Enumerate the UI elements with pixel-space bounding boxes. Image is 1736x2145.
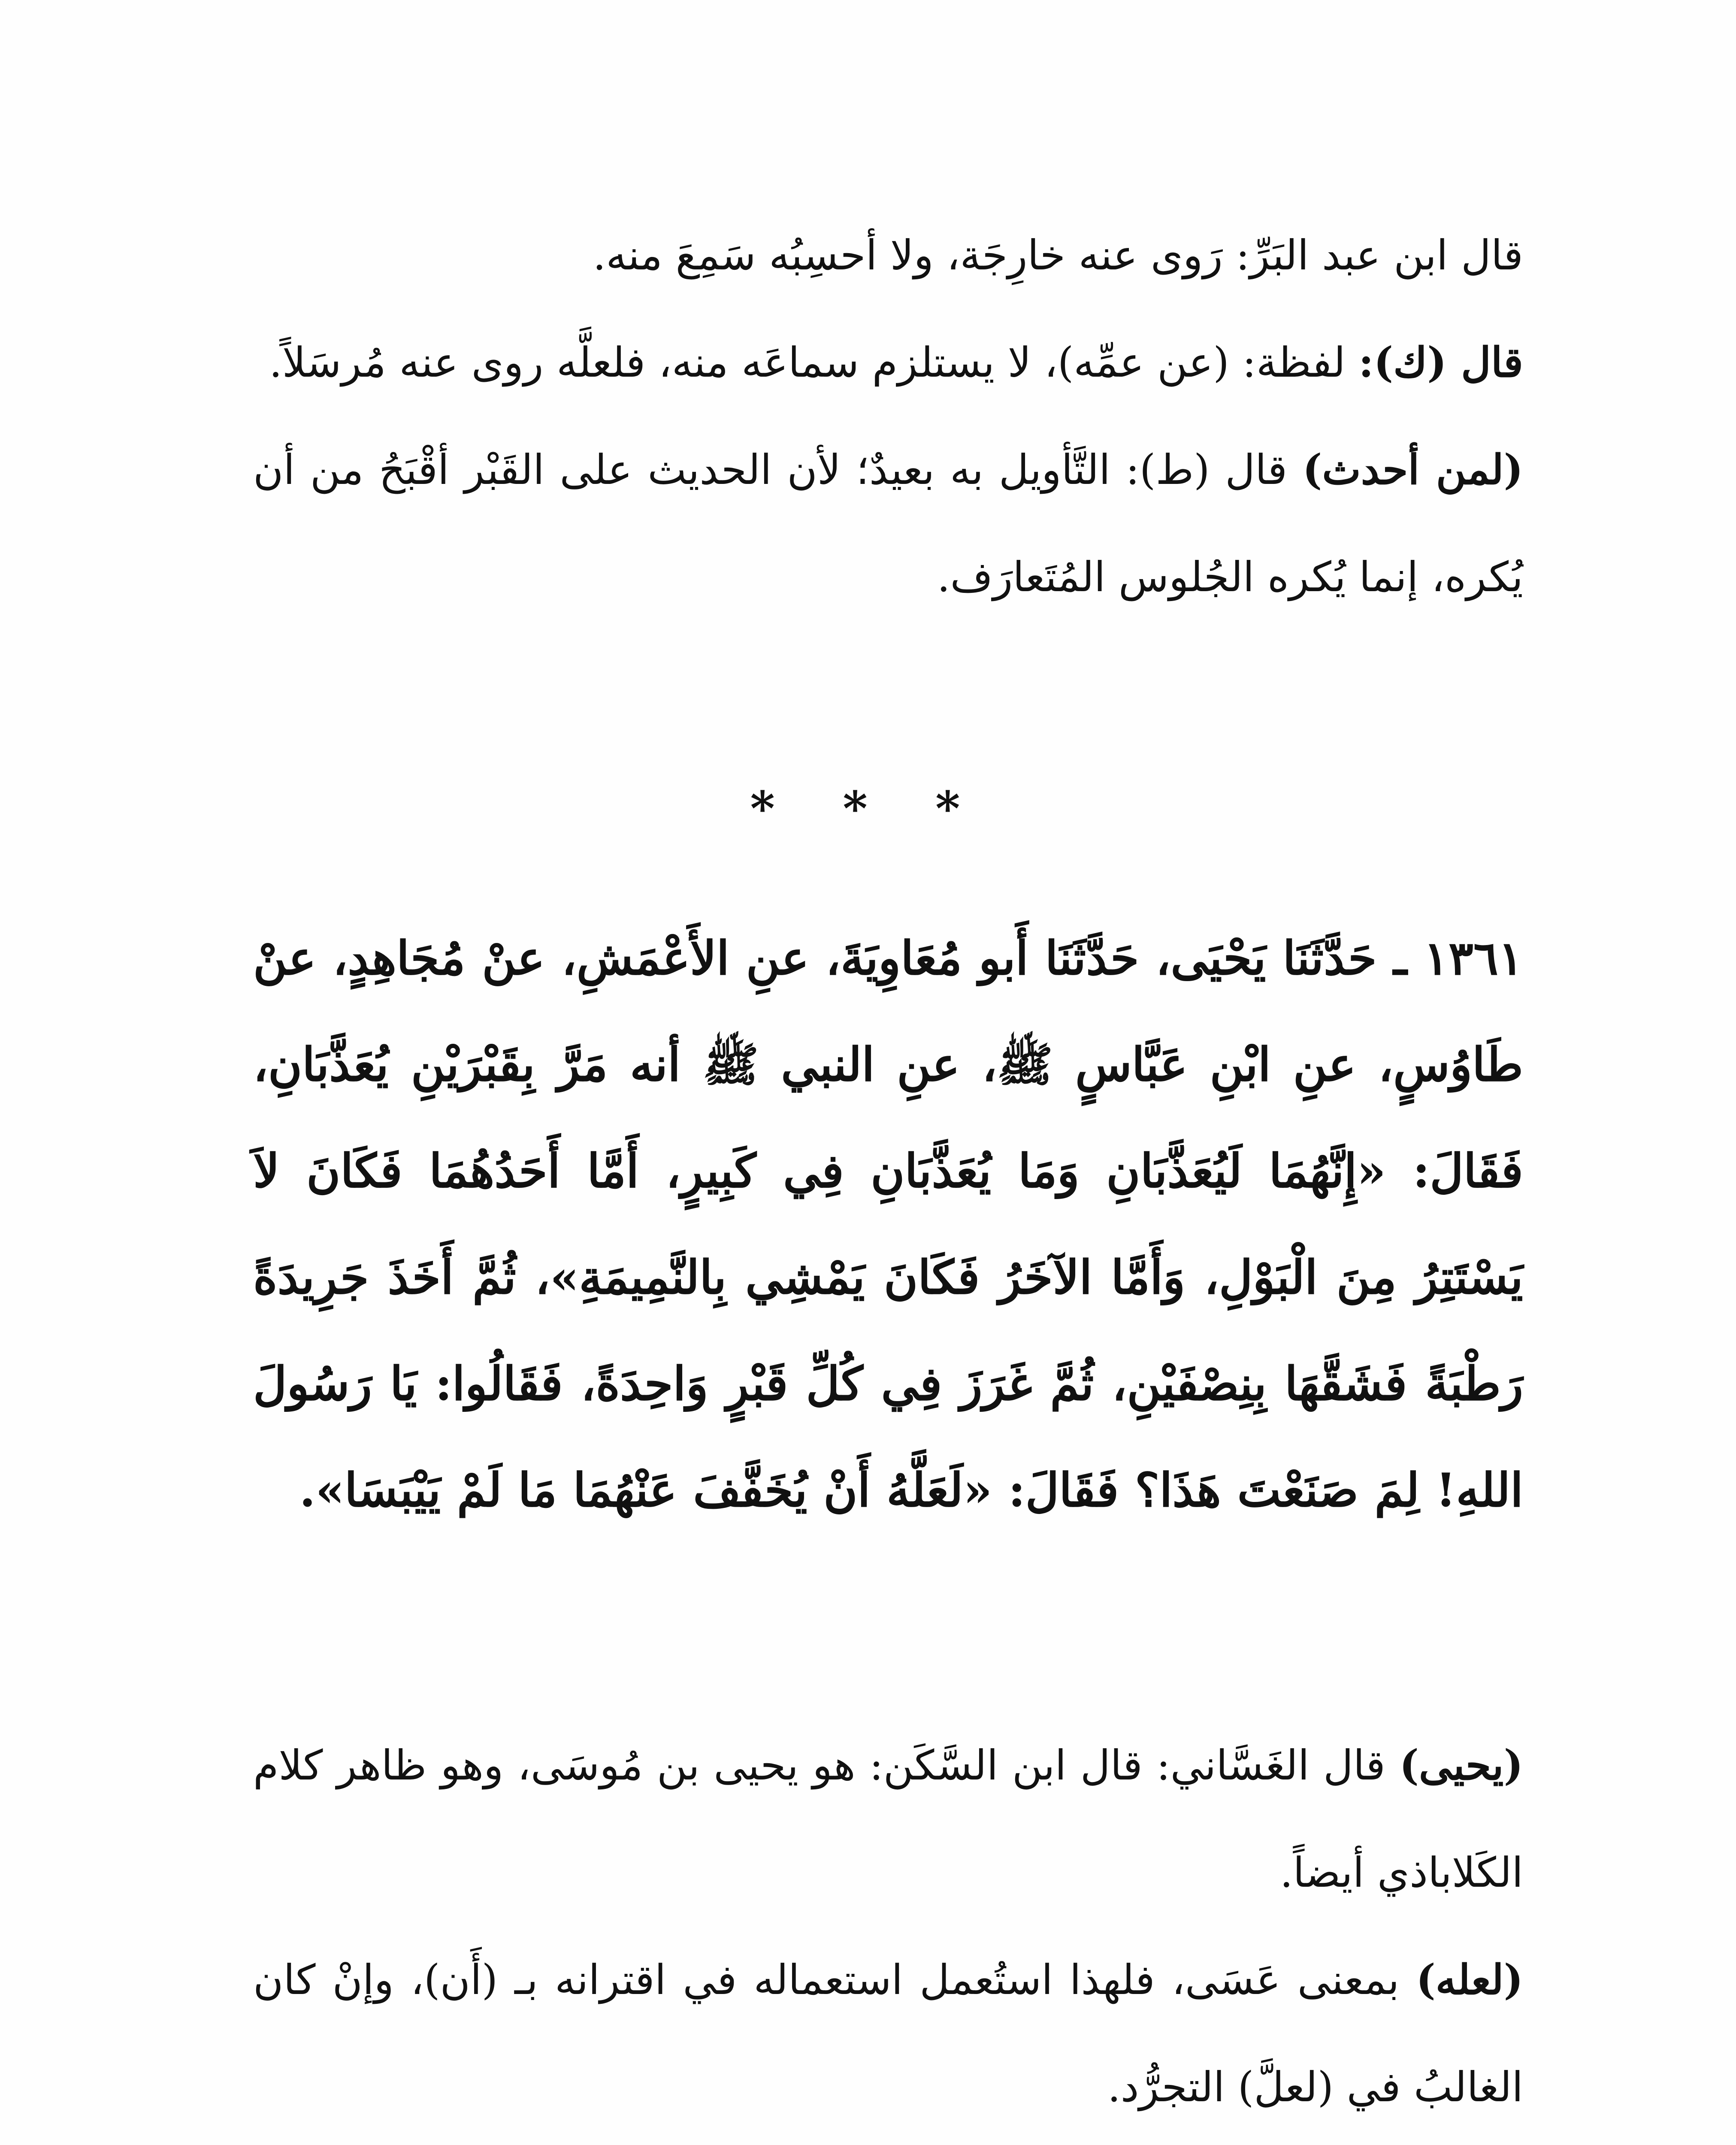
paragraph-text: قال الغَسَّاني: قال ابن السَّكَن: هو يحيى بن مُوسَى، وهو ظاهر كلام الكَلاباذي أيضاً. <box>253 1741 1523 1897</box>
commentary-paragraph <box>253 2141 1523 2145</box>
paragraph-text: لفظة: (عن عمِّه)، لا يستلزم سماعَه منه، فلعلَّه روى عنه مُرسَلاً. <box>269 338 1359 387</box>
paragraph-lead: قال (ك): <box>1358 338 1523 387</box>
commentary-paragraph <box>253 1926 1523 2141</box>
paragraph-text: قال ابن عبد البَرِّ: رَوى عنه خارِجَة، ولا أحسِبُه سَمِعَ منه. <box>593 231 1523 279</box>
paragraph-lead: (لعله) <box>1416 1955 1523 2004</box>
top-commentary <box>253 202 1523 631</box>
paragraph-text: بمعنى عَسَى، فلهذا استُعمل استعماله في اقترانه بـ (أَن)، وإنْ كان الغالبُ في (لعلَّ) التجرُّد. <box>253 1956 1523 2111</box>
commentary-paragraph <box>253 416 1523 631</box>
commentary-paragraph <box>253 1712 1523 1926</box>
bottom-commentary <box>253 1712 1523 2145</box>
section-separator: * * * <box>750 781 986 836</box>
hadith-number: ١٣٦١ <box>1423 931 1523 985</box>
commentary-paragraph <box>253 202 1523 309</box>
hadith-body: ـ حَدَّثَنَا يَحْيَى، حَدَّثَنَا أَبو مُعَاوِيَةَ، عنِ الأَعْمَشِ، عنْ مُجَاهِدٍ، عنْ طَاوُسٍ، عنِ ابْنِ عَبَّاسٍ ﷺ، عنِ النبي ﷺ أنه مَرَّ بِقَبْرَيْنِ يُعَذَّبَانِ، فَقَالَ: «إِنَّهُمَا لَيُعَذَّبَانِ وَمَا يُعَذَّبَانِ فِي كَبِيرٍ، أَمَّا أَحَدُهُمَا فَكَانَ لاَ يَسْتَتِرُ مِنَ الْبَوْلِ، وَأَمَّا الآخَرُ فَكَانَ يَمْشِي بِالنَّمِيمَةِ»، ثُمَّ أَخَذَ جَرِيدَةً رَطْبَةً فَشَقَّهَا بِنِصْفَيْنِ، ثُمَّ غَرَزَ فِي كُلِّ قَبْرٍ وَاحِدَةً، فَقَالُوا: يَا رَسُولَ اللهِ! لِمَ صَنَعْتَ هَذَا؟ فَقَالَ: «لَعَلَّهُ أَنْ يُخَفَّفَ عَنْهُمَا مَا لَمْ يَيْبَسَا». <box>253 931 1523 1517</box>
hadith-text <box>253 905 1523 1544</box>
commentary-paragraph <box>253 309 1523 416</box>
paragraph-lead: (لمن أحدث) <box>1302 445 1524 494</box>
paragraph-text: قال (ط): التَّأويل به بعيدٌ؛ لأن الحديث على القَبْر أقْبَحُ من أن يُكره، إنما يُكره الجُلوس المُتَعارَف. <box>253 446 1523 601</box>
paragraph-lead: (يحيى) <box>1399 1741 1523 1789</box>
